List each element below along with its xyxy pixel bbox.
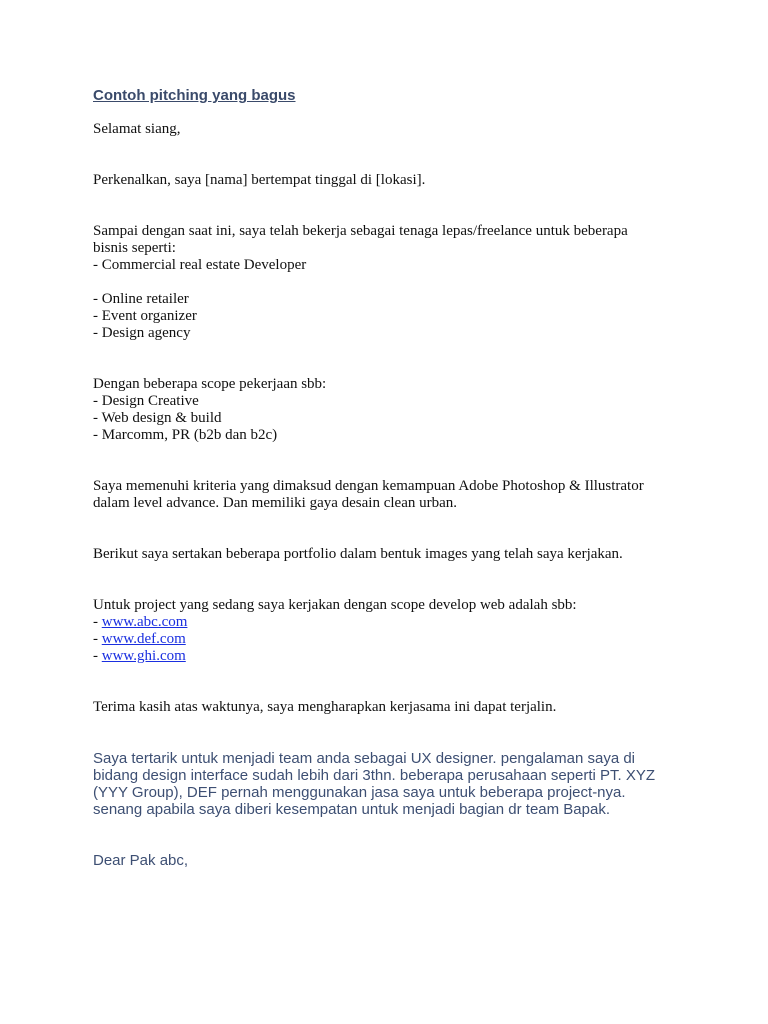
projects-intro: Untuk project yang sedang saya kerjakan dengan scope develop web adalah sbb: <box>93 597 577 613</box>
projects-paragraph <box>93 597 693 665</box>
document-heading: Contoh pitching yang bagus <box>93 87 296 104</box>
project-link-ghi[interactable]: www.ghi.com <box>101 648 186 664</box>
list-dash: - <box>93 648 102 664</box>
client-item: - Design agency <box>93 325 191 341</box>
second-example-line: bidang design interface sudah lebih dari 3thn. beberapa perusahaan seperti PT. XYZ <box>93 767 656 784</box>
project-link-item <box>93 631 693 648</box>
experience-paragraph <box>93 223 693 342</box>
second-example-line: senang apabila saya diberi kesempatan untuk menjadi bagian dr team Bapak. <box>93 801 611 818</box>
client-item: - Event organizer <box>93 308 197 324</box>
client-item: - Commercial real estate Developer <box>93 257 307 273</box>
scope-intro: Dengan beberapa scope pekerjaan sbb: <box>93 376 327 392</box>
closing-paragraph: Terima kasih atas waktunya, saya mengharapkan kerjasama ini dapat terjalin. <box>93 699 557 715</box>
experience-line: bisnis seperti: <box>93 240 176 256</box>
second-example-paragraph <box>93 750 693 818</box>
scope-item: - Web design & build <box>93 410 222 426</box>
skills-line: dalam level advance. Dan memiliki gaya desain clean urban. <box>93 495 458 511</box>
greeting-text: Selamat siang, <box>93 121 181 137</box>
portfolio-paragraph: Berikut saya sertakan beberapa portfolio dalam bentuk images yang telah saya kerjakan. <box>93 546 623 562</box>
experience-line: Sampai dengan saat ini, saya telah bekerja sebagai tenaga lepas/freelance untuk beberapa <box>93 223 628 239</box>
project-link-def[interactable]: www.def.com <box>101 631 186 647</box>
scope-paragraph <box>93 376 693 444</box>
project-link-item <box>93 648 693 665</box>
skills-paragraph <box>93 478 693 512</box>
project-link-abc[interactable]: www.abc.com <box>101 614 188 630</box>
scope-item: - Design Creative <box>93 393 199 409</box>
skills-line: Saya memenuhi kriteria yang dimaksud dengan kemampuan Adobe Photoshop & Illustrator <box>93 478 644 494</box>
second-greeting: Dear Pak abc, <box>93 852 189 869</box>
client-item: - Online retailer <box>93 291 189 307</box>
document-content <box>93 86 693 869</box>
scope-item: - Marcomm, PR (b2b dan b2c) <box>93 427 278 443</box>
second-example-line: (YYY Group), DEF pernah menggunakan jasa saya untuk beberapa project-nya. <box>93 784 626 801</box>
list-dash: - <box>93 631 102 647</box>
second-example-line: Saya tertarik untuk menjadi team anda sebagai UX designer. pengalaman saya di <box>93 750 635 767</box>
list-dash: - <box>93 614 102 630</box>
project-link-item <box>93 614 693 631</box>
intro-paragraph: Perkenalkan, saya [nama] bertempat tinggal di [lokasi]. <box>93 172 426 188</box>
